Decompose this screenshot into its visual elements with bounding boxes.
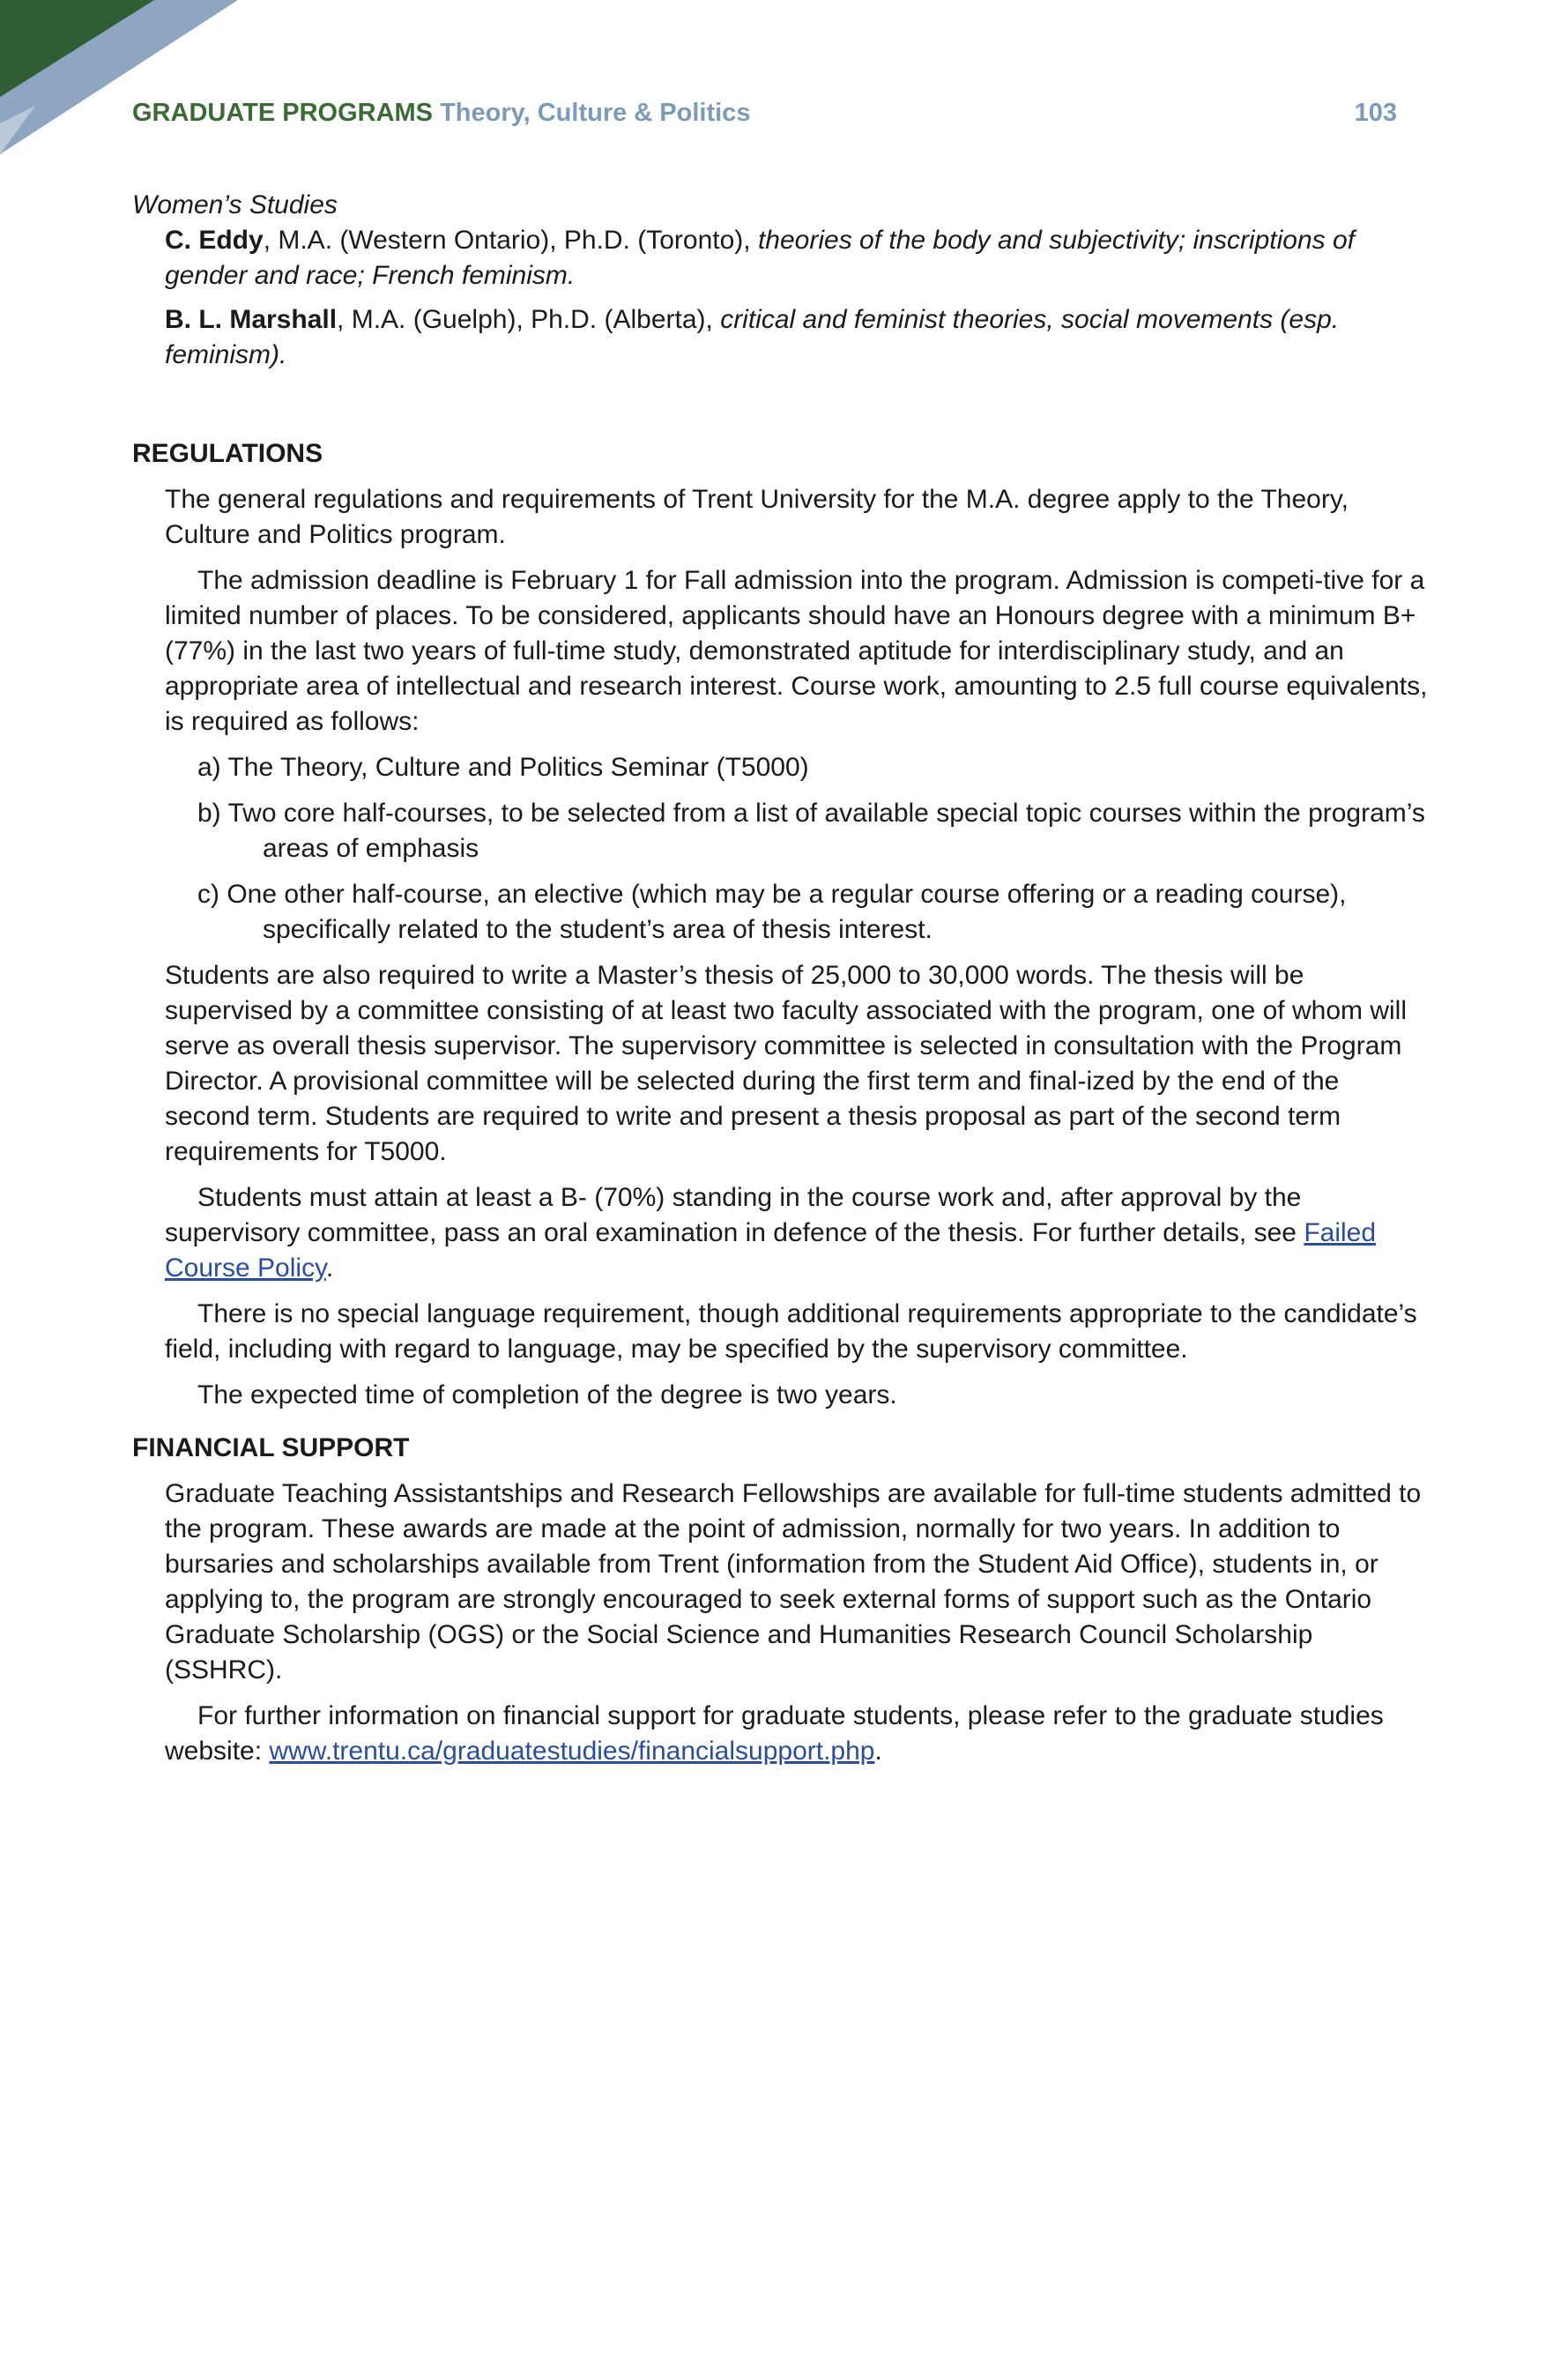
page-number: 103 [1354,99,1397,127]
list-marker: b) [197,799,221,828]
paragraph-text: Students must attain at least a B- (70%) standing in the course work and, after approval by the supervisory committee, pass an oral examination in defence of the thesis. For further details, see [165,1183,1304,1247]
page-content [132,188,1428,1780]
corner-decoration [0,0,238,154]
header-section: GRADUATE PROGRAMS [132,99,434,127]
list-item-text: One other half-course, an elective (which may be a regular course offering or a reading course), specifically related to the student’s area of thesis interest. [227,880,1347,944]
faculty-name: C. Eddy [165,226,264,255]
course-requirements-list [132,750,1428,948]
faculty-interests: critical and feminist theories, social movements (esp. feminism). [165,305,1340,369]
list-item-text: Two core half-courses, to be selected from a list of available special topic courses within the program’s areas of emphasis [227,799,1425,863]
page-header [132,99,1397,128]
failed-course-policy-link[interactable]: Failed Course Policy [165,1218,1377,1283]
list-marker: c) [197,880,219,909]
faculty-degrees: , M.A. (Guelph), Ph.D. (Alberta), [337,305,721,334]
regulations-paragraph: Students are also required to write a Master’s thesis of 25,000 to 30,000 words. The thesis will be supervised by a committee consisting of at least two faculty associated with the program, one of whom will serve as overall thesis supervisor. The supervisory committee is selected in consultation with the Program Director. A provisional committee will be selected during the first term and final-ized by the end of the second term. Students are required to write and present a thesis proposal as part of the second term requirements for T5000. [165,961,1407,1166]
regulations-paragraph: The expected time of completion of the degree is two years. [197,1380,897,1409]
department-name: Women’s Studies [132,190,338,219]
list-item-text: The Theory, Culture and Politics Seminar (T5000) [227,753,809,782]
financial-support-heading: FINANCIAL SUPPORT [132,1433,410,1462]
faculty-name: B. L. Marshall [165,305,338,334]
list-item [197,796,1428,866]
paragraph-text: For further information on financial support for graduate students, please refer to the graduate studies website: [165,1701,1384,1766]
regulations-heading: REGULATIONS [132,439,323,468]
faculty-entry [132,223,1428,294]
paragraph-end: . [874,1737,882,1766]
regulations-paragraph: The general regulations and requirements of Trent University for the M.A. degree apply to the Theory, Culture and Politics program. [165,485,1349,549]
regulations-paragraph: There is no special language requirement, though additional requirements appropriate to the candidate’s field, including with regard to language, may be specified by the supervisory committee. [165,1299,1417,1364]
header-subtitle: Theory, Culture & Politics [440,99,751,127]
faculty-interests: theories of the body and subjectivity; inscriptions of gender and race; French feminism. [165,226,1356,290]
regulations-paragraph: The admission deadline is February 1 for Fall admission into the program. Admission is competi-tive for a limited number of places. To be considered, applicants should have an Honours degree with a minimum B+ (77%) in the last two years of full-time study, demonstrated aptitude for interdisciplinary study, and an appropriate area of intellectual and research interest. Course work, amounting to 2.5 full course equivalents, is required as follows: [165,566,1428,736]
faculty-entry [132,302,1428,373]
list-marker: a) [197,753,221,782]
list-item [197,750,1428,785]
financial-support-website-link[interactable]: www.trentu.ca/graduatestudies/financialsupport.php [269,1737,875,1766]
faculty-degrees: , M.A. (Western Ontario), Ph.D. (Toronto), [263,226,758,255]
list-item [197,877,1428,948]
financial-paragraph: Graduate Teaching Assistantships and Research Fellowships are available for full-time students admitted to the program. These awards are made at the point of admission, normally for two years. In addition to bursaries and scholarships available from Trent (information from the Student Aid Office), students in, or applying to, the program are strongly encouraged to seek external forms of support such as the Ontario Graduate Scholarship (OGS) or the Social Science and Humanities Research Council Scholarship (SSHRC). [165,1479,1422,1685]
regulations-paragraph [132,1180,1428,1286]
financial-paragraph [132,1699,1428,1769]
paragraph-end: . [325,1253,334,1283]
